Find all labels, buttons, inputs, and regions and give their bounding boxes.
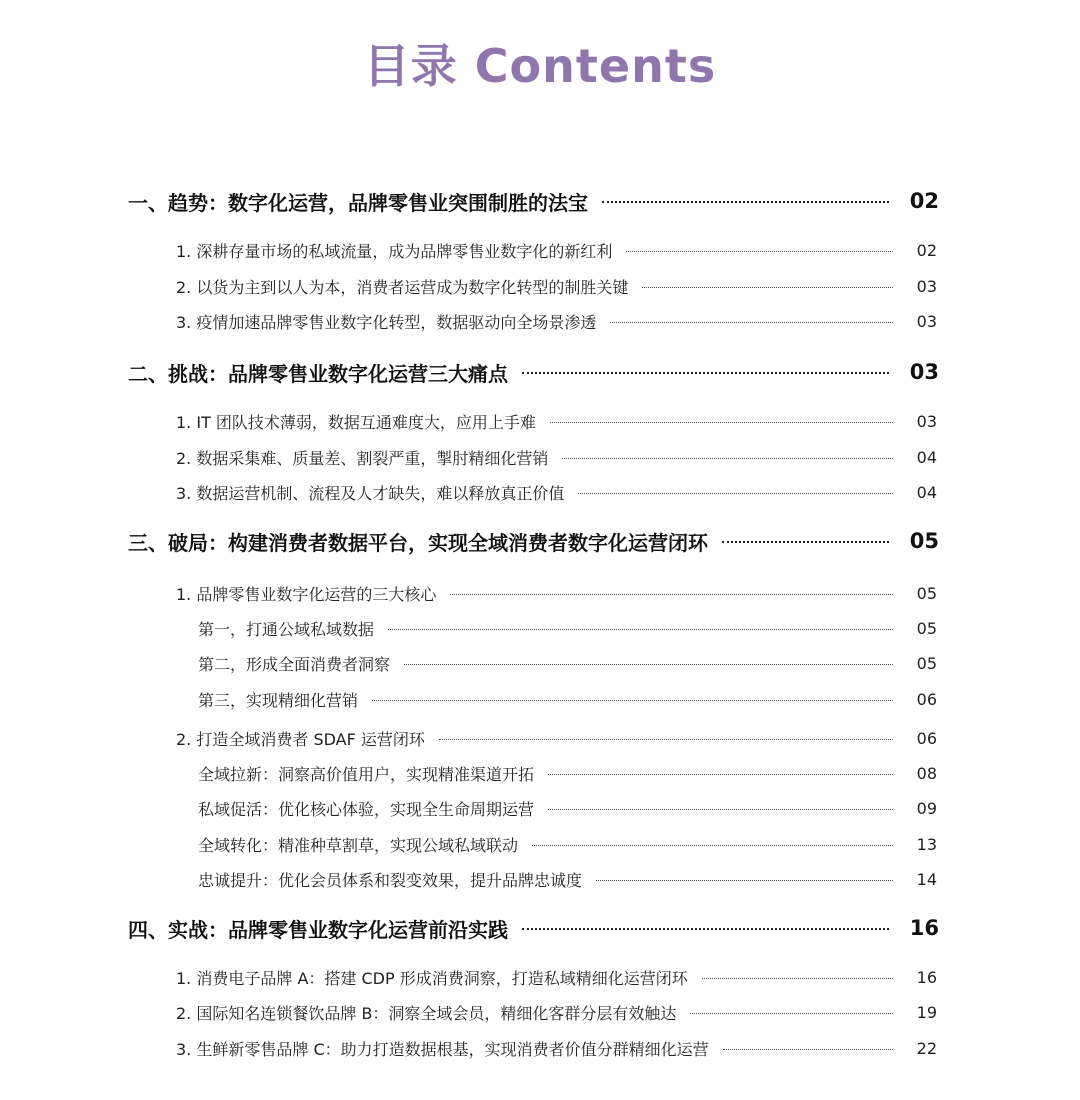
dot-leader (450, 594, 893, 595)
dot-leader (723, 1049, 893, 1050)
dot-leader (690, 1013, 893, 1014)
toc-section-1[interactable] (128, 185, 937, 217)
toc-item-label: 2. 打造全域消费者 SDAF 运营闭环 (176, 729, 425, 749)
toc-item-2-2[interactable] (176, 441, 937, 473)
toc-item-page: 03 (916, 276, 937, 296)
toc-section-page: 02 (909, 189, 939, 213)
toc-item-label: 第三，实现精细化营销 (198, 690, 359, 710)
dot-leader (522, 928, 889, 930)
toc-item-3-1[interactable] (176, 577, 937, 609)
toc-item-label: 3. 疫情加速品牌零售业数字化转型，数据驱动向全场景渗透 (176, 312, 597, 332)
toc-item-label: 2. 以货为主到以人为本，消费者运营成为数字化转型的制胜关键 (176, 277, 629, 297)
toc-item-page: 19 (916, 1002, 937, 1022)
dot-leader (626, 251, 893, 252)
toc-item-page: 04 (916, 482, 937, 502)
toc-item-3-1-b[interactable] (198, 647, 937, 679)
toc-item-page: 08 (916, 763, 937, 783)
toc-item-page: 22 (916, 1038, 937, 1058)
toc-section-label: 四、实战：品牌零售业数字化运营前沿实践 (128, 917, 508, 942)
toc-item-3-2-b[interactable] (198, 792, 937, 824)
toc-item-3-2-a[interactable] (198, 757, 937, 789)
dot-leader (642, 287, 893, 288)
dot-leader (550, 422, 893, 423)
dot-leader (702, 978, 893, 979)
toc-item-page: 16 (916, 967, 937, 987)
toc-item-label: 2. 数据采集难、质量差、割裂严重，掣肘精细化营销 (176, 448, 549, 468)
toc-section-label: 一、趋势：数字化运营，品牌零售业突围制胜的法宝 (128, 190, 588, 215)
page-title: 目录 Contents (363, 39, 717, 93)
toc-item-page: 05 (916, 583, 937, 603)
toc-item-label: 忠诚提升：优化会员体系和裂变效果，提升品牌忠诚度 (198, 870, 583, 890)
toc-section-2[interactable] (128, 356, 937, 388)
dot-leader (548, 809, 893, 810)
dot-leader (562, 458, 893, 459)
dot-leader (388, 629, 893, 630)
dot-leader (372, 700, 893, 701)
dot-leader (722, 541, 889, 543)
toc-item-4-2[interactable] (176, 996, 937, 1028)
dot-leader (404, 664, 893, 665)
dot-leader (578, 493, 893, 494)
toc-item-3-2-c[interactable] (198, 828, 937, 860)
toc-section-page: 03 (909, 360, 939, 384)
toc-item-label: 2. 国际知名连锁餐饮品牌 B：洞察全域会员，精细化客群分层有效触达 (176, 1003, 677, 1023)
toc-item-label: 第二，形成全面消费者洞察 (198, 654, 391, 674)
toc-item-label: 全域拉新：洞察高价值用户，实现精准渠道开拓 (198, 764, 535, 784)
toc-item-3-2[interactable] (176, 722, 937, 754)
toc-item-1-1[interactable] (176, 234, 937, 266)
toc-section-page: 16 (909, 916, 939, 940)
toc-item-3-1-a[interactable] (198, 612, 937, 644)
toc-section-page: 05 (909, 529, 939, 553)
toc-item-page: 09 (916, 798, 937, 818)
toc-section-label: 二、挑战：品牌零售业数字化运营三大痛点 (128, 361, 508, 386)
toc-item-page: 06 (916, 689, 937, 709)
toc-item-label: 第一，打通公域私域数据 (198, 619, 375, 639)
toc-section-label: 三、破局：构建消费者数据平台，实现全域消费者数字化运营闭环 (128, 530, 708, 555)
toc-item-2-1[interactable] (176, 405, 937, 437)
toc-item-page: 02 (916, 240, 937, 260)
dot-leader (532, 845, 893, 846)
toc-item-label: 1. 消费电子品牌 A：搭建 CDP 形成消费洞察，打造私域精细化运营闭环 (176, 968, 688, 988)
toc-item-label: 3. 数据运营机制、流程及人才缺失，难以释放真正价值 (176, 483, 565, 503)
toc-item-label: 1. IT 团队技术薄弱，数据互通难度大，应用上手难 (176, 412, 536, 432)
toc-section-3[interactable] (128, 525, 937, 557)
toc-item-1-3[interactable] (176, 305, 937, 337)
toc-item-1-2[interactable] (176, 270, 937, 302)
dot-leader (596, 880, 893, 881)
toc-item-page: 14 (916, 869, 937, 889)
toc-item-page: 05 (916, 653, 937, 673)
toc-item-4-3[interactable] (176, 1032, 937, 1064)
dot-leader (522, 372, 889, 374)
toc-item-4-1[interactable] (176, 961, 937, 993)
toc-item-page: 05 (916, 618, 937, 638)
dot-leader (439, 739, 893, 740)
toc-item-label: 1. 深耕存量市场的私域流量，成为品牌零售业数字化的新红利 (176, 241, 613, 261)
toc-item-page: 03 (916, 311, 937, 331)
dot-leader (548, 774, 893, 775)
toc-section-4[interactable] (128, 912, 937, 944)
toc-item-2-3[interactable] (176, 476, 937, 508)
toc-item-page: 03 (916, 411, 937, 431)
toc-item-label: 全域转化：精准种草割草，实现公域私域联动 (198, 835, 519, 855)
toc-item-page: 06 (916, 728, 937, 748)
toc-item-page: 13 (916, 834, 937, 854)
toc-item-3-2-d[interactable] (198, 863, 937, 895)
dot-leader (602, 201, 889, 203)
toc-item-label: 1. 品牌零售业数字化运营的三大核心 (176, 584, 437, 604)
toc-item-label: 私域促活：优化核心体验，实现全生命周期运营 (198, 799, 535, 819)
toc-item-label: 3. 生鲜新零售品牌 C：助力打造数据根基，实现消费者价值分群精细化运营 (176, 1039, 709, 1059)
dot-leader (610, 322, 893, 323)
toc-item-page: 04 (916, 447, 937, 467)
toc-item-3-1-c[interactable] (198, 683, 937, 715)
